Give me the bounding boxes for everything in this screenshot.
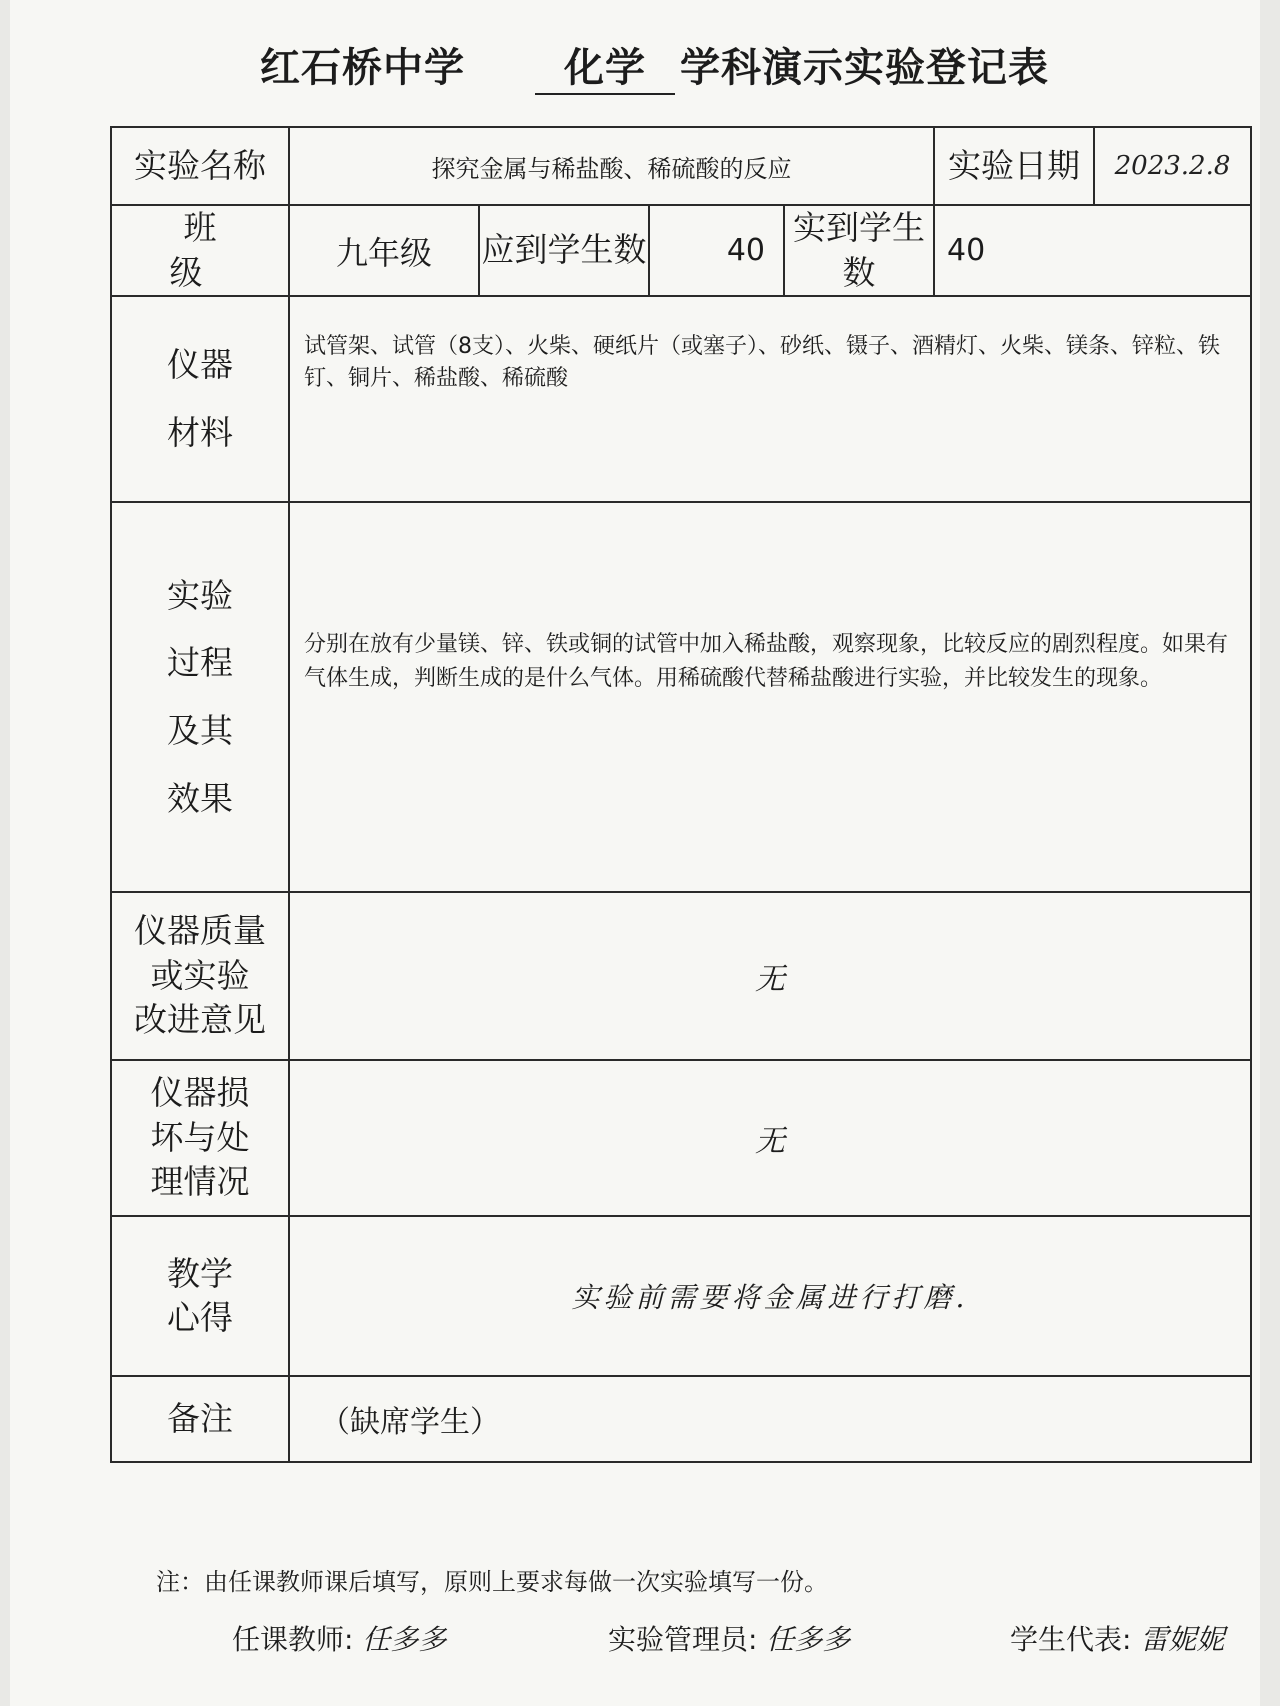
row-damage — [111, 1060, 1251, 1216]
damage-label — [111, 1060, 289, 1216]
reflection-label — [111, 1216, 289, 1376]
process-label-line-3: 及其 — [167, 711, 233, 751]
process-label-line-1: 实验 — [167, 575, 233, 615]
materials-label-line-2: 材料 — [167, 413, 233, 453]
teacher-signature: 任多多 — [362, 1623, 447, 1656]
materials-value: 试管架、试管（8支）、火柴、硬纸片（或塞子）、砂纸、镊子、酒精灯、火柴、镁条、锌粒、铁钉、铜片、稀盐酸、稀硫酸 — [289, 296, 1251, 502]
subject-name: 化学 — [535, 36, 675, 95]
row-reflection — [111, 1216, 1251, 1376]
damage-value: 无 — [289, 1060, 1251, 1216]
row-remark — [111, 1376, 1251, 1462]
expected-students-label: 应到学生数 — [479, 205, 649, 296]
remark-value: （缺席学生） — [289, 1376, 1251, 1462]
damage-label-line-2: 坏与处 — [150, 1117, 250, 1157]
admin-signature-block — [608, 1618, 850, 1658]
experiment-date-value: 2023.2.8 — [1094, 127, 1251, 205]
class-value: 九年级 — [289, 205, 479, 296]
process-value: 分别在放有少量镁、锌、铁或铜的试管中加入稀盐酸，观察现象，比较反应的剧烈程度。如果有气体生成，判断生成的是什么气体。用稀硫酸代替稀盐酸进行实验，并比较发生的现象。 — [289, 502, 1251, 892]
admin-label: 实验管理员: — [608, 1623, 758, 1656]
process-label-line-4: 效果 — [167, 778, 233, 818]
experiment-name-value: 探究金属与稀盐酸、稀硫酸的反应 — [289, 127, 934, 205]
reflection-label-line-2: 心得 — [167, 1298, 233, 1338]
quality-value: 无 — [289, 892, 1251, 1060]
process-label-line-2: 过程 — [167, 643, 233, 683]
experiment-form-table — [110, 126, 1252, 1463]
row-process — [111, 502, 1251, 892]
remark-label: 备注 — [111, 1376, 289, 1462]
actual-students-label: 实到学生数 — [784, 205, 934, 296]
experiment-name-label: 实验名称 — [111, 127, 289, 205]
registration-sheet — [10, 0, 1260, 1706]
actual-students-value: 40 — [934, 205, 1251, 296]
teacher-label: 任课教师: — [232, 1623, 354, 1656]
row-experiment-name — [111, 127, 1251, 205]
school-name: 红石桥中学 — [260, 44, 465, 91]
student-rep-label: 学生代表: — [1010, 1623, 1132, 1656]
reflection-value: 实验前需要将金属进行打磨. — [289, 1216, 1251, 1376]
student-rep-signature-block — [1010, 1618, 1224, 1658]
materials-label-line-1: 仪器 — [167, 345, 233, 385]
form-title: 学科演示实验登记表 — [680, 44, 1049, 91]
row-materials — [111, 296, 1251, 502]
quality-label-line-1: 仪器质量 — [134, 911, 266, 951]
footer-note: 注：由任课教师课后填写，原则上要求每做一次实验填写一份。 — [156, 1568, 828, 1596]
row-class — [111, 205, 1251, 296]
reflection-label-line-1: 教学 — [167, 1253, 233, 1293]
admin-signature: 任多多 — [766, 1623, 851, 1656]
damage-label-line-1: 仪器损 — [150, 1073, 250, 1113]
experiment-date-label: 实验日期 — [934, 127, 1094, 205]
student-rep-signature: 雷妮妮 — [1140, 1623, 1225, 1656]
row-quality — [111, 892, 1251, 1060]
quality-label-line-2: 或实验 — [150, 955, 250, 995]
quality-label — [111, 892, 289, 1060]
process-label — [111, 502, 289, 892]
teacher-signature-block — [232, 1618, 446, 1658]
quality-label-line-3: 改进意见 — [134, 1000, 266, 1040]
class-label: 班 级 — [111, 205, 289, 296]
damage-label-line-3: 理情况 — [150, 1162, 250, 1202]
materials-label — [111, 296, 289, 502]
expected-students-value: 40 — [649, 205, 784, 296]
